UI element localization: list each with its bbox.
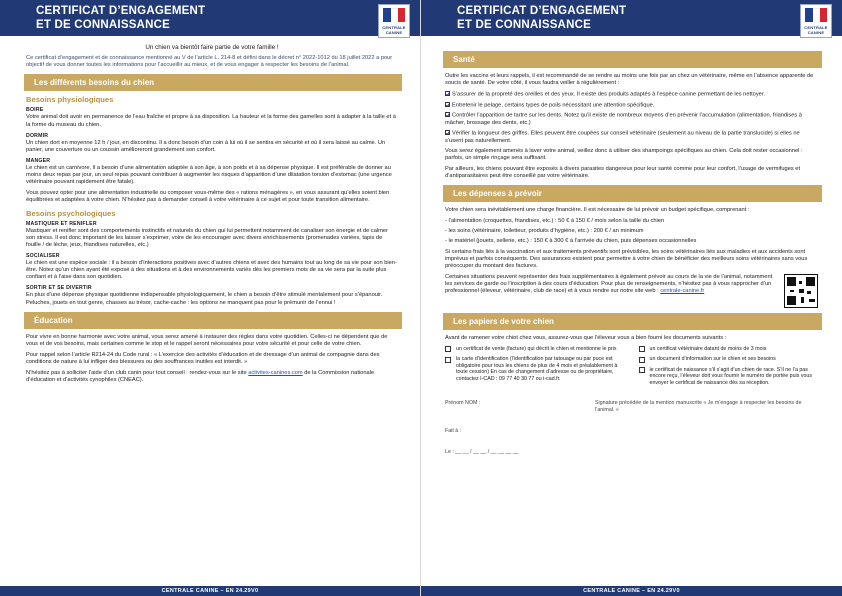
price-soins: - les soins (vétérinaire, toiletteur, produits d’hygiène, etc.) : 200 € / an minimum <box>445 228 644 235</box>
intro-heading: Un chien va bientôt faire partie de votre famille ! <box>145 44 279 51</box>
check-item <box>445 130 818 145</box>
document-item[interactable] <box>639 346 819 353</box>
section-papiers: Les papiers de votre chien <box>443 313 822 330</box>
checkbox-icon <box>445 102 450 107</box>
checkbox-icon <box>445 112 450 117</box>
header-title-line2: ET DE CONNAISSANCE <box>36 19 170 31</box>
document-item[interactable] <box>445 346 625 353</box>
documents-list <box>445 346 818 390</box>
check-text: Vérifier la longueur des griffes. Elles peuvent être coupées sur conseil vétérinaire (seulement au niveau de la partie translucide) si elles ne s’usent pas naturellement. <box>445 130 800 144</box>
page-header <box>421 0 842 36</box>
signature-field[interactable]: Signature précédée de la mention manuscrite « Je m’engage à respecter les besoins de l’animal. » <box>595 400 802 414</box>
label-socialiser: SOCIALISER <box>26 252 60 259</box>
checkbox[interactable] <box>445 346 451 352</box>
header-title-line1: CERTIFICAT D’ENGAGEMENT <box>457 5 627 17</box>
text-manger: Le chien est un carnivore, il a besoin d’une alimentation adaptée à son âge, à son poids et à sa dépense physique. Il est préférable de donner au moins deux repas par jour, un seul repas pouvant contribuer à augmenter les risques d’apparition d’une dilatation torsion d’estomac (une urgence vétérinaire pouvant rapidement être fatale). <box>26 165 392 186</box>
checkbox[interactable] <box>639 346 645 352</box>
check-text: Entretenir le pelage, certains types de poils nécessitant une attention spécifique. <box>452 102 655 109</box>
section-education: Éducation <box>24 312 402 329</box>
page-right <box>421 0 842 596</box>
education-text-3 <box>26 370 398 384</box>
right-content <box>445 46 818 456</box>
section-depenses: Les dépenses à prévoir <box>443 185 822 202</box>
left-content <box>26 42 398 388</box>
signature-row <box>445 400 818 414</box>
checkbox[interactable] <box>639 357 645 363</box>
price-alimentation: - l’alimentation (croquettes, friandises, etc.) : 50 € à 150 € / mois selon la taille du chien <box>445 218 665 225</box>
centrale-canine-logo <box>800 4 832 38</box>
centrale-canine-logo <box>378 4 410 38</box>
check-item <box>445 112 818 127</box>
section-sante: Santé <box>443 51 822 68</box>
documents-col-left <box>445 346 625 390</box>
papiers-intro: Avant de ramener votre chiot chez vous, assurez-vous que l’éleveur vous a bien fourni les documents suivants : <box>445 334 727 341</box>
document-text: un certificat de vente (facture) qui décrit le chien et mentionne le prix <box>456 345 617 352</box>
french-flag-icon <box>805 8 827 22</box>
sante-intro: Outre les vaccins et leurs rappels, il est recommandé de se rendre au moins une fois par an chez un vétérinaire, même en l’absence apparente de soucis de santé. De votre côté, il vous faudra veiller à régulièrement : <box>445 73 814 87</box>
text-boire: Votre animal doit avoir en permanence de l’eau fraîche et propre à sa disposition. La hauteur et la forme des gamelles sont à adapter à la taille et à la forme du museau du chien. <box>26 114 396 128</box>
education-text-3-post: de la Commission nationale d’éducation et d’activités cynophiles (CNEAC). <box>26 370 375 384</box>
check-item <box>445 102 818 110</box>
depenses-text-3-body: Certaines situations peuvent représenter des frais supplémentaires à également prévoir au cours de la vie de l’animal, notamment les services de garde ou l’inscription à des cours d’éducation. Pour plus de renseignements, n’hésitez pas à vous rapprocher d’un professionnel (éleveur, vétérinaire, club de race) et à vous rendre sur notre site web : <box>445 273 773 294</box>
checkbox[interactable] <box>445 357 451 363</box>
text-socialiser: Le chien est une espèce sociale : il a besoin d’interactions positives avec d’autres chiens et avec des humains tout au long de sa vie pour son bien-être. Notez qu’un chien ayant été exposé à des situations et à des environnements variés dès les premiers mois de sa vie sera par la suite plus confiant et à l’aise dans son quotidien. <box>26 260 397 281</box>
qr-code[interactable] <box>784 274 818 308</box>
text-mastiquer: Mastiquer et renifler sont des comportements instinctifs et naturels du chien qui lui permettent notamment de canaliser son énergie et de calmer son stress. Il est donc important de les laisser s’exprimer, voire de les encourager avec divers enrichissements (promenades variées, tapis de fouille / de léche, jeux, friandises naturelles, etc.) <box>26 227 388 248</box>
document-item[interactable] <box>445 356 625 382</box>
subhead-psychologiques: Besoins psychologiques <box>26 208 116 218</box>
document-text: un certificat vétérinaire datant de moins de 3 mois <box>649 345 767 352</box>
education-text-1: Pour vivre en bonne harmonie avec votre animal, vous serez amené à instaurer des règles dans votre quotidien. Celles-ci ne dépendent que de vous et de vos besoins, mais certaines comme le stop et le rappel seront nécessaires pour votre sécurité et pour celle de votre chien. <box>26 333 388 347</box>
page-footer: CENTRALE CANINE – EN 24.29V0 <box>421 586 842 596</box>
depenses-qr-block <box>445 274 818 308</box>
text-dormir: Un chien dort en moyenne 12 h / jour, en discontinu. Il a donc besoin d’un coin à lui où il se sentira en sécurité et où il sera laissé au calme. Un panier, une couverture ou un coussin amélioreront grandement son confort. <box>26 139 386 153</box>
label-sortir: SORTIR ET SE DIVERTIR <box>26 285 92 292</box>
sante-text-2: Vous serez également amenés à laver votre animal, veillez donc à utiliser des shampoings spécifiques au chien. Cela doit rester occasionnel : parfois, un simple rinçage sera suffisant. <box>445 147 803 161</box>
check-text: S’assurer de la propreté des oreilles et des yeux. Il existe des produits adaptés à l’espèce canine permettant de les nettoyer. <box>452 91 765 98</box>
date-field[interactable]: Le : __ __ / __ __ / __ __ __ __ <box>445 449 519 456</box>
documents-col-right <box>639 346 819 390</box>
header-title <box>36 4 205 32</box>
centrale-canine-link[interactable]: centrale-canine.fr <box>660 287 705 294</box>
depenses-text-3 <box>445 274 776 304</box>
document-text: le certificat de naissance s’il s’agit d’un chien de race. S’il ne l’a pas encore reçu, l’éleveur doit vous fournir le numéro de portée puis vous envoyer le certificat de naissance dès sa réception. <box>649 366 813 386</box>
education-text-3-pre: N’hésitez pas à solliciter l’aide d’un club canin pour tout conseil : rendez-vous sur le site <box>26 370 247 376</box>
place-field[interactable]: Fait à : <box>445 428 462 435</box>
check-text: Contrôler l’apparition de tartre sur les dents. Notez qu’il existe de nombreux moyens d’en prévenir l’accumulation (alimentation, friandises à mâcher, brossage des dents, etc.) <box>445 112 802 126</box>
logo-text-1: CENTRALE <box>804 25 828 30</box>
text-manger-2: Vous pouvez opter pour une alimentation industrielle ou composer vous-même des « rations ménagères », en vous assurant qu’elles soient bien équilibrées et adaptées à votre chien. N’hésitez pas à demander conseil à votre vétérinaire à ce sujet et pour toute transition alimentaire. <box>26 190 390 204</box>
checkbox-icon <box>445 130 450 135</box>
intro-text: Ce certificat d’engagement et de connaissance mentionné au V de l’article L. 214-8 et défini dans le décret n° 2022-1012 du 18 juillet 2022 a pour objectif de vous donner toutes les informations pour l’accueillir au mieux, et de vous engager à respecter les besoins de l’animal. <box>26 55 393 69</box>
page-header <box>0 0 420 36</box>
label-manger: MANGER <box>26 157 51 164</box>
logo-text-1: CENTRALE <box>382 25 406 30</box>
document-item[interactable] <box>639 356 819 363</box>
label-boire: BOIRE <box>26 107 44 114</box>
check-item <box>445 91 818 99</box>
page-footer: CENTRALE CANINE – EN 24.29V0 <box>0 586 420 596</box>
depenses-intro: Votre chien sera inévitablement une charge financière. Il est nécessaire de lui prévoir un budget spécifique, comprenant : <box>445 207 750 214</box>
document-item[interactable] <box>639 367 819 386</box>
document-text: la carte d’identification (l’identification par tatouage ou par puce est obligatoire pour tous les chiens de plus de 4 mois et préalablement à toute cession) En cas de changement d’adresse ou de propriétaire, contactez I-CAD : 09 77 40 30 77 ou i-cad.fr. <box>456 356 618 382</box>
section-besoins: Les différents besoins du chien <box>24 74 402 91</box>
checkbox-icon <box>445 91 450 96</box>
logo-text-2: CANINE <box>807 30 825 35</box>
text-sortir: En plus d’une dépense physique quotidienne indispensable physiologiquement, le chien a besoin d’être stimulé mentalement pour s’épanouir. Peluches, jouets en tout genre, chasses au trésor, cache-cache : les options ne manquent pas pour le prémunir de l’ennui ! <box>26 292 383 306</box>
header-title <box>457 4 626 32</box>
activites-canines-link[interactable]: activites-canines.com <box>248 370 303 376</box>
name-field[interactable]: Prénom NOM : <box>445 400 481 407</box>
label-dormir: DORMIR <box>26 132 49 139</box>
depenses-text-2: Si certains frais liés à la vaccination et aux traitements préventifs sont prévisibles, les soins vétérinaires liés aux maladies et aux accidents sont imprévus et parfois conséquents. Des assurances existent pour permettre à votre chien de bénéficier des meilleurs soins vétérinaires sans vous préoccuper du montant des factures. <box>445 248 808 269</box>
price-materiel: - le matériel (jouets, sellerie, etc.) : 150 € à 300 € à l’arrivée du chien, puis dépenses occasionnelles <box>445 238 697 245</box>
checkbox[interactable] <box>639 367 645 373</box>
subhead-physiologiques: Besoins physiologiques <box>26 95 114 105</box>
french-flag-icon <box>383 8 405 22</box>
education-text-2: Pour rappel selon l’article R214-24 du Code rural : « L’exercice des activités d’éducation et de dressage d’un animal de compagnie dans des conditions de nature à lui infliger des blessures ou des souffrances inutiles est interdit. » <box>26 351 380 365</box>
sante-text-3: Par ailleurs, les chiens pouvant être exposés à divers parasites dangereux pour leur santé comme pour leur confort, l’usage de vermifuges et d’antiparasitaires peut être conseillé par votre vétérinaire. <box>445 165 801 180</box>
logo-text-2: CANINE <box>385 30 403 35</box>
document-text: un document d’information sur le chien et ses besoins <box>649 356 776 363</box>
label-mastiquer: MASTIQUER ET RENIFLER <box>26 220 97 227</box>
header-title-line1: CERTIFICAT D’ENGAGEMENT <box>36 5 206 17</box>
header-title-line2: ET DE CONNAISSANCE <box>457 19 591 31</box>
